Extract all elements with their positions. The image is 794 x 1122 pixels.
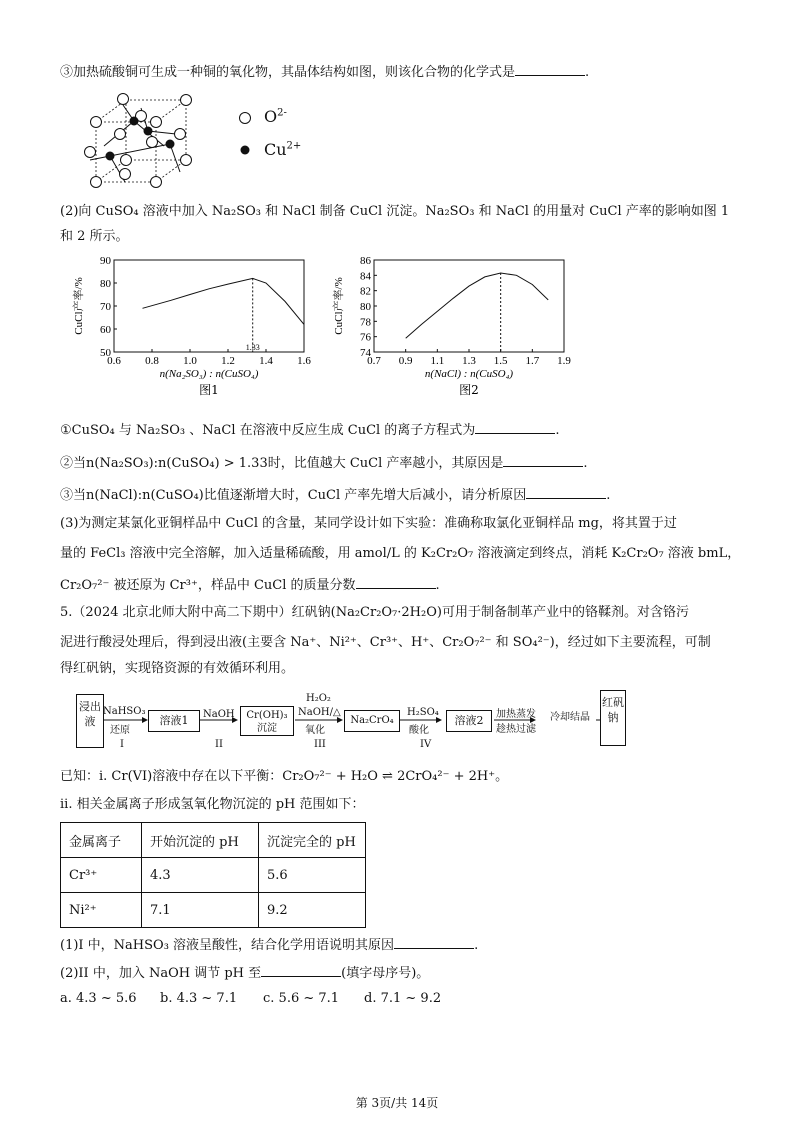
part-2-line-2: 和 2 所示。 — [60, 229, 129, 244]
y-tick-label: 76 — [360, 331, 371, 344]
y-tick-label: 70 — [100, 301, 111, 313]
known-condition-i: 已知：i. Cr(VI)溶液中存在以下平衡：Cr₂O₇²⁻ + H₂O ⇌ 2CrO₄²⁻ + 2H⁺。 — [60, 769, 509, 784]
ph-range-table — [60, 822, 366, 928]
table-row — [61, 893, 366, 928]
legend-o-symbol: O — [264, 107, 278, 126]
q5-options — [60, 990, 441, 1008]
part-3-line-3: Cr₂O₇²⁻ 被还原为 Cr³⁺，样品中 CuCl 的质量分数 . — [60, 575, 440, 595]
flow-box-solution-1: 溶液1 — [148, 710, 200, 732]
answer-blank[interactable] — [394, 935, 474, 949]
x-tick-label: 0.6 — [107, 355, 121, 367]
q5-sub-1: (1)I 中，NaHSO₃ 溶液呈酸性，结合化学用语说明其原因 . — [60, 935, 478, 955]
legend-copper-marker — [241, 146, 250, 155]
x-tick-label: 1.2 — [221, 355, 235, 367]
step-2-number: II — [215, 739, 223, 750]
known-condition-ii: ii. 相关金属离子形成氢氧化物沉淀的 pH 范围如下： — [60, 797, 365, 812]
x-tick-label: 1.1 — [430, 355, 445, 367]
question-5-line-1: 5.（2024 北京北师大附中高二下期中）红矾钠(Na₂Cr₂O₇·2H₂O)可用于制备制革产业中的铬鞣剂。对含铬污 — [60, 605, 689, 620]
part-3-line-3-text: Cr₂O₇²⁻ 被还原为 Cr³⁺，样品中 CuCl 的质量分数 — [60, 578, 356, 593]
option-b[interactable]: b. 4.3 ~ 7.1 — [160, 991, 238, 1006]
answer-blank[interactable] — [515, 62, 585, 76]
step-3-condition: NaOH/△ — [298, 707, 341, 718]
y-tick-label: 78 — [360, 316, 371, 329]
y-tick-label: 80 — [100, 278, 111, 290]
legend-copper-label — [264, 141, 301, 159]
table-header-cell: 金属离子 — [61, 823, 142, 858]
table-header-cell: 沉淀完全的 pH — [259, 823, 366, 858]
step-4-reagent: H₂SO₄ — [407, 707, 439, 718]
step-3-number: III — [314, 739, 326, 750]
chart-title: 图1 — [199, 383, 219, 397]
option-d[interactable]: d. 7.1 ~ 9.2 — [364, 991, 442, 1006]
x-tick-label: 1.0 — [183, 355, 197, 367]
table-cell: 7.1 — [142, 893, 259, 928]
option-a[interactable]: a. 4.3 ~ 5.6 — [60, 991, 137, 1006]
table-row — [61, 858, 366, 893]
step-1-reagent: NaHSO₃ — [103, 706, 146, 717]
question-5-line-2: 泥进行酸浸处理后，得到浸出液(主要含 Na⁺、Ni²⁺、Cr³⁺、H⁺、Cr₂O₇²⁻ 和 SO₄²⁻)，经过如下主要流程，可制 — [60, 635, 711, 650]
data-series-line — [406, 273, 549, 338]
x-tick-label: 0.8 — [145, 355, 159, 367]
q5-sub-2 — [60, 963, 429, 983]
chart-title: 图2 — [459, 383, 479, 397]
x-tick-label: 1.9 — [557, 355, 571, 367]
x-tick-label: 1.3 — [462, 355, 476, 367]
table-header-cell: 开始沉淀的 pH — [142, 823, 259, 858]
question-5-line-3: 得红矾钠，实现铬资源的有效循环利用。 — [60, 661, 295, 676]
y-tick-label: 90 — [100, 255, 111, 267]
table-cell: 9.2 — [259, 893, 366, 928]
step-4-action: 酸化 — [409, 725, 429, 736]
answer-blank[interactable] — [356, 575, 436, 589]
step-1-action: 还原 — [110, 725, 130, 736]
y-tick-label: 84 — [360, 270, 371, 283]
sub-question-3-text: ③当n(NaCl):n(CuSO₄)比值逐渐增大时，CuCl 产率先增大后减小，请分析原因 — [60, 488, 527, 503]
y-tick-label: 74 — [360, 347, 371, 359]
answer-blank[interactable] — [526, 485, 606, 499]
answer-blank[interactable] — [503, 453, 583, 467]
data-series-line — [143, 278, 305, 324]
legend-oxide-marker — [240, 113, 251, 124]
x-tick-label: 1.6 — [297, 355, 311, 367]
table-header-row — [61, 823, 366, 858]
x-tick-label: 1.4 — [259, 355, 273, 367]
y-axis-label: CuCl产率/% — [73, 277, 85, 335]
x-axis-label: n(NaCl) : n(CuSO₄) — [424, 368, 514, 380]
y-tick-label: 50 — [100, 347, 111, 359]
table-cell: 4.3 — [142, 858, 259, 893]
step-6-action: 冷却结晶 — [550, 712, 590, 723]
x-tick-label: 0.9 — [398, 355, 413, 367]
flow-box-precipitate — [240, 706, 294, 736]
q5-sub-2-text: (2)II 中，加入 NaOH 调节 pH 至 — [60, 966, 262, 981]
step-4-number: IV — [420, 739, 432, 750]
x-tick-label: 1.7 — [525, 355, 540, 367]
x-axis-label: n(Na₂SO₃) : n(CuSO₄) — [159, 368, 259, 380]
page-footer: 第 3页/共 14页 — [355, 1096, 439, 1110]
plot-frame — [114, 260, 304, 352]
flow-box-solution-2: 溶液2 — [446, 710, 492, 732]
option-c[interactable]: c. 5.6 ~ 7.1 — [263, 991, 340, 1006]
legend-oxide-label — [264, 108, 287, 126]
q5-sub-1-text: (1)I 中，NaHSO₃ 溶液呈酸性，结合化学用语说明其原因 — [60, 938, 395, 953]
chart-figure-1 — [70, 252, 320, 402]
x-tick-label: 1.5 — [493, 355, 508, 367]
copper-ions — [106, 117, 175, 161]
sub-question-1-text: ①CuSO₄ 与 Na₂SO₃ 、NaCl 在溶液中反应生成 CuCl 的离子方程式为 — [60, 423, 476, 438]
sub-question-1: ①CuSO₄ 与 Na₂SO₃ 、NaCl 在溶液中反应生成 CuCl 的离子方程式为 . — [60, 420, 559, 440]
peak-annotation: 1.33 — [245, 343, 260, 352]
chart-figure-2 — [330, 252, 580, 402]
table-cell: Cr³⁺ — [61, 858, 142, 893]
flow-start-box: 浸出液 — [76, 694, 104, 748]
y-tick-label: 80 — [360, 301, 371, 313]
sub-question-3: ③当n(NaCl):n(CuSO₄)比值逐渐增大时，CuCl 产率先增大后减小，请分析原因 . — [60, 485, 610, 505]
part-2-line-1: (2)向 CuSO₄ 溶液中加入 Na₂SO₃ 和 NaCl 制备 CuCl 沉淀。Na₂SO₃ 和 NaCl 的用量对 CuCl 产率的影响如图 1 — [60, 204, 730, 219]
box-2-bottom: 沉淀 — [257, 723, 277, 734]
question-3-text: ③加热硫酸铜可生成一种铜的氧化物，其晶体结构如图，则该化合物的化学式是 — [60, 65, 516, 80]
q5-sub-2-tail: (填字母序号)。 — [341, 966, 430, 981]
flow-box-sodium-chromate: Na₂CrO₄ — [344, 710, 400, 732]
step-5-action-1: 加热蒸发 — [496, 709, 536, 720]
step-3-reagent: H₂O₂ — [306, 693, 331, 704]
step-2-reagent: NaOH — [203, 709, 235, 720]
y-tick-label: 86 — [360, 255, 371, 267]
legend-cu-charge: 2+ — [286, 140, 302, 152]
part-3-line-1: (3)为测定某氯化亚铜样品中 CuCl 的含量，某同学设计如下实验：准确称取氯化亚铜样品 mg，将其置于过 — [60, 516, 677, 531]
flow-end-box: 红矾钠 — [600, 690, 626, 746]
legend-cu-symbol: Cu — [264, 140, 287, 159]
step-3-action: 氧化 — [305, 725, 325, 736]
x-tick-label: 0.7 — [367, 355, 381, 367]
y-tick-label: 60 — [100, 324, 111, 336]
question-3-line: ③加热硫酸铜可生成一种铜的氧化物，其晶体结构如图，则该化合物的化学式是 . — [60, 62, 589, 82]
part-3-line-2: 量的 FeCl₃ 溶液中完全溶解，加入适量稀硫酸，用 amol/L 的 K₂Cr₂O₇ 溶液滴定到终点，消耗 K₂Cr₂O₇ 溶液 bmL， — [60, 546, 741, 561]
plot-frame — [374, 260, 564, 352]
step-5-action-2: 趁热过滤 — [496, 724, 536, 735]
legend-o-charge: 2- — [277, 107, 287, 119]
answer-blank[interactable] — [261, 963, 341, 977]
table-cell: Ni²⁺ — [61, 893, 142, 928]
table-cell: 5.6 — [259, 858, 366, 893]
box-2-top: Cr(OH)₃ — [246, 710, 288, 721]
y-axis-label: CuCl产率/% — [333, 277, 345, 335]
step-1-number: I — [120, 739, 124, 750]
sub-question-2-text: ②当n(Na₂SO₃):n(CuSO₄) > 1.33时，比值越大 CuCl 产率越小，其原因是 — [60, 456, 504, 471]
y-tick-label: 82 — [360, 285, 371, 298]
sub-question-2: ②当n(Na₂SO₃):n(CuSO₄) > 1.33时，比值越大 CuCl 产率越小，其原因是 . — [60, 453, 588, 473]
answer-blank[interactable] — [475, 420, 555, 434]
